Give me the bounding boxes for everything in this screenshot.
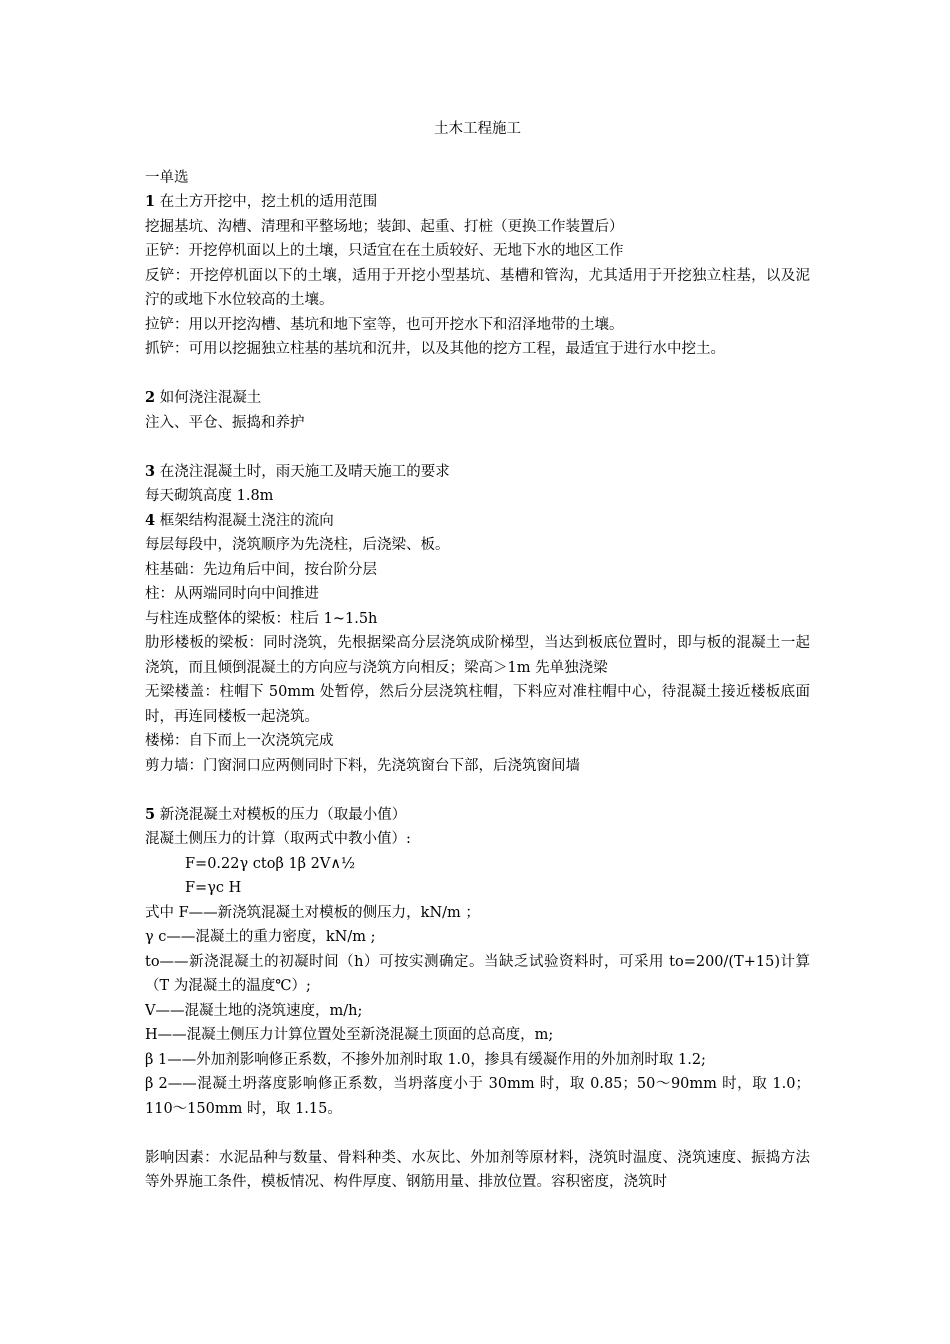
- formula: F=0.22γ ctoβ 1β 2V∧½: [185, 855, 356, 872]
- answer-line: 楼梯：自下而上一次浇筑完成: [145, 733, 334, 749]
- answer-line: 柱：从两端同时向中间推进: [145, 586, 319, 602]
- answer-line: 每层每段中，浇筑顺序为先浇柱，后浇梁、板。: [145, 537, 450, 553]
- question-text: 如何浇注混凝土: [159, 390, 262, 406]
- question-number: 2: [145, 389, 156, 406]
- question-text: 框架结构混凝土浇注的流向: [159, 512, 334, 529]
- answer-line: 挖掘基坑、沟槽、清理和平整场地；装卸、起重、打桩（更换工作装置后）: [145, 218, 624, 235]
- answer-line: 拉铲：用以开挖沟槽、基坑和地下室等，也可开挖水下和沼泽地带的土壤。: [145, 316, 624, 333]
- answer-line: 与柱连成整体的梁板：柱后 1~1.5h: [145, 610, 378, 627]
- formula: F=γc H: [185, 880, 242, 896]
- variable-definition: V——混凝土地的浇筑速度，m/h;: [145, 1002, 363, 1019]
- question-text: 在土方开挖中，挖土机的适用范围: [159, 194, 378, 210]
- question-2-heading: [145, 386, 810, 411]
- answer-paragraph: 肋形楼板的梁板：同时浇筑，先根据梁高分层浇筑成阶梯型，当达到板底位置时，即与板的混凝土一起浇筑，而且倾倒混凝土的方向应与浇筑方向相反；梁高＞1m 先单独浇梁: [145, 635, 810, 676]
- answer-paragraph: 无梁楼盖：柱帽下 50mm 处暂停，然后分层浇筑柱帽，下料应对准柱帽中心，待混凝土接近楼板底面时，再连同楼板一起浇筑。: [145, 684, 810, 725]
- variable-definition: to——新浇混凝土的初凝时间（h）可按实测确定。当缺乏试验资料时，可采用 to=200/(T+15)计算（T 为混凝土的温度℃）;: [145, 953, 810, 994]
- answer-line: 注入、平仓、振捣和养护: [145, 414, 305, 431]
- answer-line: 剪力墙：门窗洞口应两侧同时下料，先浇筑窗台下部，后浇筑窗间墙: [145, 757, 580, 774]
- question-number: 4: [145, 511, 156, 529]
- variable-definition: β 1——外加剂影响修正系数，不掺外加剂时取 1.0，掺具有缓凝作用的外加剂时取 1.2;: [145, 1051, 706, 1068]
- answer-line: 柱基础：先边角后中间，按台阶分层: [145, 561, 377, 578]
- variable-definition: H——混凝土侧压力计算位置处至新浇混凝土顶面的总高度，m;: [145, 1027, 554, 1043]
- spacer: [145, 362, 810, 387]
- variable-definition: 式中 F——新浇筑混凝土对模板的侧压力，kN/m ；: [145, 904, 480, 921]
- question-5-heading: [145, 803, 810, 828]
- variable-definition: γ c——混凝土的重力密度，kN/m ;: [145, 929, 376, 945]
- answer-paragraph: 反铲：开挖停机面以下的土壤，适用于开挖小型基坑、基槽和管沟，尤其适用于开挖独立柱基，以及泥泞的或地下水位较高的土壤。: [145, 267, 810, 308]
- question-number: 5: [145, 805, 156, 823]
- question-4-heading: [145, 509, 810, 534]
- document-title: 土木工程施工: [434, 121, 521, 137]
- question-number: 1: [145, 193, 156, 210]
- spacer: [145, 778, 810, 803]
- spacer: [145, 435, 810, 460]
- question-number: 3: [145, 462, 156, 480]
- section-heading: 一单选: [145, 169, 189, 186]
- answer-line: 抓铲：可用以挖掘独立柱基的基坑和沉井，以及其他的挖方工程，最适宜于进行水中挖土。: [145, 341, 725, 357]
- question-text: 新浇混凝土对模板的压力（取最小值）: [159, 806, 407, 823]
- variable-definition: β 2——混凝土坍落度影响修正系数，当坍落度小于 30mm 时，取 0.85；50～90mm 时，取 1.0；110～150mm 时，取 1.15。: [145, 1076, 810, 1117]
- spacer: [145, 1121, 810, 1146]
- answer-line: 混凝土侧压力的计算（取两式中教小值）:: [145, 831, 411, 847]
- question-text: 在浇注混凝土时，雨天施工及晴天施工的要求: [159, 463, 450, 480]
- answer-line: 正铲：开挖停机面以上的土壤，只适宜在在土质较好、无地下水的地区工作: [145, 243, 624, 259]
- answer-line: 每天砌筑高度 1.8m: [145, 488, 274, 504]
- question-1-heading: [145, 190, 810, 215]
- influencing-factors-paragraph: 影响因素：水泥品种与数量、骨料种类、水灰比、外加剂等原材料，浇筑时温度、浇筑速度、振捣方法等外界施工条件，模板情况、构件厚度、钢筋用量、排放位置。容积密度，浇筑时: [145, 1149, 810, 1190]
- document-page: [145, 117, 810, 1195]
- question-3-heading: [145, 460, 810, 485]
